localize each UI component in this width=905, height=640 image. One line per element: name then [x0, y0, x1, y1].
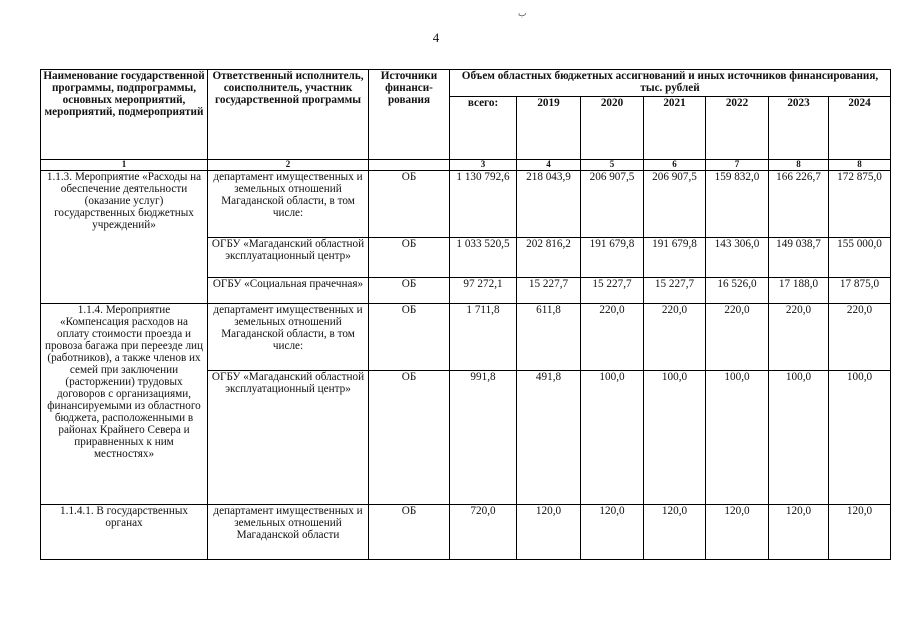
column-number: 7 [706, 160, 769, 171]
value-2021: 100,0 [644, 371, 706, 505]
header-year-2023: 2023 [769, 97, 829, 160]
value-2022: 143 306,0 [706, 238, 769, 278]
value-total: 1 711,8 [450, 304, 517, 371]
value-2022: 120,0 [706, 505, 769, 560]
source-cell: ОБ [369, 238, 450, 278]
value-2023: 149 038,7 [769, 238, 829, 278]
value-2024: 120,0 [829, 505, 891, 560]
value-2023: 220,0 [769, 304, 829, 371]
header-year-2024: 2024 [829, 97, 891, 160]
column-number: 4 [517, 160, 581, 171]
executor-cell: департамент имущественных и земельных отношений Магаданской области [208, 505, 369, 560]
value-2020: 120,0 [581, 505, 644, 560]
value-2020: 206 907,5 [581, 171, 644, 238]
value-total: 1 130 792,6 [450, 171, 517, 238]
value-2024: 172 875,0 [829, 171, 891, 238]
source-cell: ОБ [369, 371, 450, 505]
value-2021: 191 679,8 [644, 238, 706, 278]
source-cell: ОБ [369, 171, 450, 238]
column-number: 8 [769, 160, 829, 171]
header-source: Источники финанси-рования [369, 70, 450, 160]
value-2024: 220,0 [829, 304, 891, 371]
header-name: Наименование государственной программы, подпрограммы, основных мероприятий, мероприятий, подмероприятий [41, 70, 208, 160]
value-total: 1 033 520,5 [450, 238, 517, 278]
row-name-1-1-4-1: 1.1.4.1. В государственных органах [41, 505, 208, 560]
value-total: 991,8 [450, 371, 517, 505]
value-2020: 100,0 [581, 371, 644, 505]
header-budget-group: Объем областных бюджетных ассигнований и иных источников финансирования, тыс. рублей [450, 70, 891, 97]
value-2023: 120,0 [769, 505, 829, 560]
executor-cell: ОГБУ «Магаданский областной эксплуатационный центр» [208, 238, 369, 278]
header-year-2021: 2021 [644, 97, 706, 160]
table-row [41, 304, 891, 371]
row-name-1-1-3: 1.1.3. Мероприятие «Расходы на обеспечение деятельности (оказание услуг) государственных бюджетных учреждений» [41, 171, 208, 304]
value-2019: 202 816,2 [517, 238, 581, 278]
value-total: 97 272,1 [450, 278, 517, 304]
header-year-2022: 2022 [706, 97, 769, 160]
table-row [41, 505, 891, 560]
value-2024: 17 875,0 [829, 278, 891, 304]
executor-cell: департамент имущественных и земельных отношений Магаданской области, в том числе: [208, 171, 369, 238]
header-year-2019: 2019 [517, 97, 581, 160]
budget-table [40, 69, 891, 560]
page-number: 4 [432, 30, 440, 45]
source-cell: ОБ [369, 304, 450, 371]
value-2021: 206 907,5 [644, 171, 706, 238]
value-2024: 155 000,0 [829, 238, 891, 278]
value-2019: 120,0 [517, 505, 581, 560]
column-number: 6 [644, 160, 706, 171]
value-2023: 166 226,7 [769, 171, 829, 238]
value-total: 720,0 [450, 505, 517, 560]
value-2020: 15 227,7 [581, 278, 644, 304]
value-2022: 159 832,0 [706, 171, 769, 238]
header-year-2020: 2020 [581, 97, 644, 160]
column-number: 5 [581, 160, 644, 171]
value-2023: 17 188,0 [769, 278, 829, 304]
value-2023: 100,0 [769, 371, 829, 505]
scan-speck: ب [518, 8, 527, 18]
column-number: 8 [829, 160, 891, 171]
column-number [369, 160, 450, 171]
value-2020: 191 679,8 [581, 238, 644, 278]
value-2022: 220,0 [706, 304, 769, 371]
column-number: 3 [450, 160, 517, 171]
value-2021: 220,0 [644, 304, 706, 371]
column-number: 1 [41, 160, 208, 171]
value-2021: 120,0 [644, 505, 706, 560]
executor-cell: ОГБУ «Социальная прачечная» [208, 278, 369, 304]
value-2021: 15 227,7 [644, 278, 706, 304]
value-2019: 15 227,7 [517, 278, 581, 304]
source-cell: ОБ [369, 505, 450, 560]
value-2022: 100,0 [706, 371, 769, 505]
value-2019: 611,8 [517, 304, 581, 371]
value-2022: 16 526,0 [706, 278, 769, 304]
executor-cell: ОГБУ «Магаданский областной эксплуатационный центр» [208, 371, 369, 505]
value-2020: 220,0 [581, 304, 644, 371]
table-row [41, 171, 891, 238]
value-2019: 491,8 [517, 371, 581, 505]
source-cell: ОБ [369, 278, 450, 304]
value-2024: 100,0 [829, 371, 891, 505]
column-number-row [41, 160, 891, 171]
column-number: 2 [208, 160, 369, 171]
row-name-1-1-4: 1.1.4. Мероприятие «Компенсация расходов на оплату стоимости проезда и провоза багажа при переезде лиц (работников), а также членов их семей при заключении (расторжении) трудовых договоров с организациями, финансируемыми из областного бюджета, расположенными в районах Крайнего Севера и приравненных к ним местностях» [41, 304, 208, 505]
header-total: всего: [450, 97, 517, 160]
executor-cell: департамент имущественных и земельных отношений Магаданской области, в том числе: [208, 304, 369, 371]
header-executor: Ответственный исполнитель, соисполнитель, участник государственной программы [208, 70, 369, 160]
value-2019: 218 043,9 [517, 171, 581, 238]
